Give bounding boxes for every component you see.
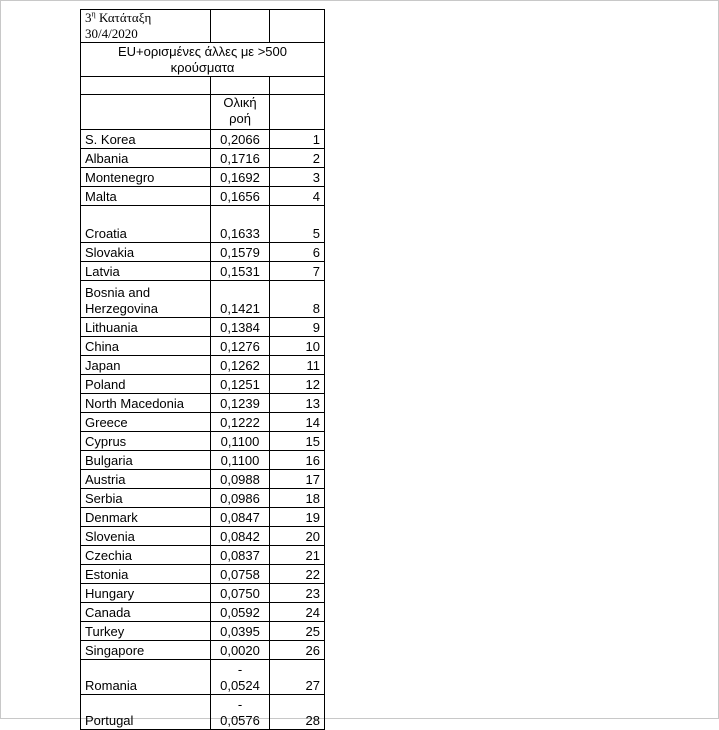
rank-cell: 15 bbox=[270, 432, 325, 451]
table-row bbox=[81, 527, 325, 546]
value-number: 0,0750 bbox=[220, 586, 260, 601]
country-cell: Japan bbox=[81, 356, 211, 375]
empty-cell bbox=[81, 95, 211, 130]
rank-cell: 11 bbox=[270, 356, 325, 375]
empty-cell bbox=[270, 95, 325, 130]
rank-cell: 8 bbox=[270, 281, 325, 318]
value-number: 0,0986 bbox=[220, 491, 260, 506]
country-cell: Montenegro bbox=[81, 168, 211, 187]
value-cell bbox=[211, 527, 270, 546]
empty-cell bbox=[211, 10, 270, 43]
table-row bbox=[81, 432, 325, 451]
table-row bbox=[81, 451, 325, 470]
table-row bbox=[81, 206, 325, 243]
rank-cell: 6 bbox=[270, 243, 325, 262]
value-cell bbox=[211, 356, 270, 375]
value-number: 0,1384 bbox=[220, 320, 260, 335]
country-cell: Bulgaria bbox=[81, 451, 211, 470]
rank-cell: 2 bbox=[270, 149, 325, 168]
rank-cell: 26 bbox=[270, 641, 325, 660]
value-cell bbox=[211, 660, 270, 695]
rank-cell: 21 bbox=[270, 546, 325, 565]
country-cell: Estonia bbox=[81, 565, 211, 584]
table-row bbox=[81, 695, 325, 730]
rank-cell: 7 bbox=[270, 262, 325, 281]
value-number: 0,1692 bbox=[220, 170, 260, 185]
rank-number: 3 bbox=[85, 10, 92, 25]
value-cell bbox=[211, 603, 270, 622]
empty-cell bbox=[211, 77, 270, 95]
table-row bbox=[81, 565, 325, 584]
table-row bbox=[81, 149, 325, 168]
value-number: 0,0576 bbox=[220, 713, 260, 728]
empty-cell bbox=[270, 10, 325, 43]
table-row bbox=[81, 603, 325, 622]
country-cell: Latvia bbox=[81, 262, 211, 281]
rank-cell: 25 bbox=[270, 622, 325, 641]
rank-word: Κατάταξη bbox=[98, 10, 152, 25]
table-row bbox=[81, 356, 325, 375]
table-row bbox=[81, 641, 325, 660]
value-number: 0,0988 bbox=[220, 472, 260, 487]
empty-cell bbox=[270, 77, 325, 95]
table-row bbox=[81, 243, 325, 262]
value-cell bbox=[211, 206, 270, 243]
value-cell bbox=[211, 451, 270, 470]
table-header-row bbox=[81, 10, 325, 43]
value-cell bbox=[211, 243, 270, 262]
value-cell bbox=[211, 168, 270, 187]
table-row bbox=[81, 546, 325, 565]
value-cell bbox=[211, 130, 270, 149]
country-cell: Romania bbox=[81, 660, 211, 695]
country-cell: S. Korea bbox=[81, 130, 211, 149]
rank-cell: 12 bbox=[270, 375, 325, 394]
value-number: 0,0020 bbox=[220, 643, 260, 658]
country-cell: Serbia bbox=[81, 489, 211, 508]
country-cell: Lithuania bbox=[81, 318, 211, 337]
value-cell bbox=[211, 187, 270, 206]
rank-cell: 14 bbox=[270, 413, 325, 432]
country-cell: Portugal bbox=[81, 695, 211, 730]
value-cell bbox=[211, 149, 270, 168]
rank-cell: 19 bbox=[270, 508, 325, 527]
value-cell bbox=[211, 584, 270, 603]
country-cell: Turkey bbox=[81, 622, 211, 641]
value-cell bbox=[211, 565, 270, 584]
ranking-title-cell bbox=[81, 10, 211, 43]
country-cell: Slovenia bbox=[81, 527, 211, 546]
table-row bbox=[81, 622, 325, 641]
table-row bbox=[81, 394, 325, 413]
value-number: 0,1716 bbox=[220, 151, 260, 166]
value-sign: - bbox=[237, 697, 243, 712]
value-cell bbox=[211, 489, 270, 508]
value-cell bbox=[211, 470, 270, 489]
value-cell bbox=[211, 337, 270, 356]
value-number: 0,1251 bbox=[220, 377, 260, 392]
country-cell: China bbox=[81, 337, 211, 356]
value-number: 0,0837 bbox=[220, 548, 260, 563]
country-cell: Poland bbox=[81, 375, 211, 394]
rank-cell: 17 bbox=[270, 470, 325, 489]
column-header-value: Ολική ροή bbox=[211, 95, 270, 130]
rank-ordinal-suffix: η bbox=[91, 9, 96, 19]
value-number: 0,1262 bbox=[220, 358, 260, 373]
country-cell: Hungary bbox=[81, 584, 211, 603]
value-number: 0,1579 bbox=[220, 245, 260, 260]
value-cell bbox=[211, 375, 270, 394]
table-row bbox=[81, 489, 325, 508]
rank-cell: 1 bbox=[270, 130, 325, 149]
rank-cell: 24 bbox=[270, 603, 325, 622]
spacer-row bbox=[81, 77, 325, 95]
table-row bbox=[81, 337, 325, 356]
value-cell bbox=[211, 508, 270, 527]
table-row bbox=[81, 168, 325, 187]
value-cell bbox=[211, 695, 270, 730]
value-number: 0,1239 bbox=[220, 396, 260, 411]
ranking-date: 30/4/2020 bbox=[85, 26, 138, 41]
subtitle-row bbox=[81, 43, 325, 77]
country-cell: Malta bbox=[81, 187, 211, 206]
rank-cell: 16 bbox=[270, 451, 325, 470]
rank-cell: 5 bbox=[270, 206, 325, 243]
country-cell: Singapore bbox=[81, 641, 211, 660]
value-sign: - bbox=[237, 662, 243, 677]
table-row bbox=[81, 584, 325, 603]
rank-cell: 20 bbox=[270, 527, 325, 546]
rank-cell: 10 bbox=[270, 337, 325, 356]
value-number: 0,1100 bbox=[220, 434, 260, 449]
ranking-table bbox=[80, 9, 325, 730]
subtitle-cell bbox=[81, 43, 325, 77]
country-cell: Greece bbox=[81, 413, 211, 432]
value-number: 0,1421 bbox=[220, 301, 260, 316]
rank-cell: 28 bbox=[270, 695, 325, 730]
value-number: 0,0592 bbox=[220, 605, 260, 620]
table-row bbox=[81, 187, 325, 206]
value-number: 0,1222 bbox=[220, 415, 260, 430]
value-cell bbox=[211, 432, 270, 451]
country-cell: Slovakia bbox=[81, 243, 211, 262]
country-cell: Cyprus bbox=[81, 432, 211, 451]
country-cell: Canada bbox=[81, 603, 211, 622]
table-row bbox=[81, 413, 325, 432]
value-number: 0,0847 bbox=[220, 510, 260, 525]
rank-cell: 23 bbox=[270, 584, 325, 603]
table-subtitle: EU+ορισμένες άλλες με >500 κρούσματα bbox=[117, 44, 287, 75]
value-number: 0,0758 bbox=[220, 567, 260, 582]
country-cell: Croatia bbox=[81, 206, 211, 243]
value-number: 0,1276 bbox=[220, 339, 260, 354]
table-row bbox=[81, 375, 325, 394]
rank-cell: 18 bbox=[270, 489, 325, 508]
value-cell bbox=[211, 546, 270, 565]
country-cell: Austria bbox=[81, 470, 211, 489]
table-row bbox=[81, 660, 325, 695]
value-number: 0,1531 bbox=[220, 264, 260, 279]
value-number: 0,2066 bbox=[220, 132, 260, 147]
empty-cell bbox=[81, 77, 211, 95]
country-cell: North Macedonia bbox=[81, 394, 211, 413]
value-cell bbox=[211, 622, 270, 641]
rank-cell: 27 bbox=[270, 660, 325, 695]
value-number: 0,1656 bbox=[220, 189, 260, 204]
value-cell bbox=[211, 413, 270, 432]
rank-cell: 22 bbox=[270, 565, 325, 584]
table-row bbox=[81, 470, 325, 489]
value-cell bbox=[211, 262, 270, 281]
table-row bbox=[81, 262, 325, 281]
rank-cell: 13 bbox=[270, 394, 325, 413]
value-number: 0,0842 bbox=[220, 529, 260, 544]
country-cell: Albania bbox=[81, 149, 211, 168]
value-number: 0,0395 bbox=[220, 624, 260, 639]
value-cell bbox=[211, 641, 270, 660]
value-cell bbox=[211, 394, 270, 413]
rank-cell: 9 bbox=[270, 318, 325, 337]
country-cell: Czechia bbox=[81, 546, 211, 565]
rank-cell: 3 bbox=[270, 168, 325, 187]
table-row bbox=[81, 508, 325, 527]
country-cell: Bosnia and Herzegovina bbox=[81, 281, 211, 318]
table-row bbox=[81, 130, 325, 149]
value-cell bbox=[211, 318, 270, 337]
value-cell bbox=[211, 281, 270, 318]
table-row bbox=[81, 281, 325, 318]
column-header-row bbox=[81, 95, 325, 130]
table-row bbox=[81, 318, 325, 337]
country-cell: Denmark bbox=[81, 508, 211, 527]
value-number: 0,1633 bbox=[220, 226, 260, 241]
value-number: 0,0524 bbox=[220, 678, 260, 693]
table-body bbox=[81, 130, 325, 730]
value-number: 0,1100 bbox=[220, 453, 260, 468]
rank-cell: 4 bbox=[270, 187, 325, 206]
